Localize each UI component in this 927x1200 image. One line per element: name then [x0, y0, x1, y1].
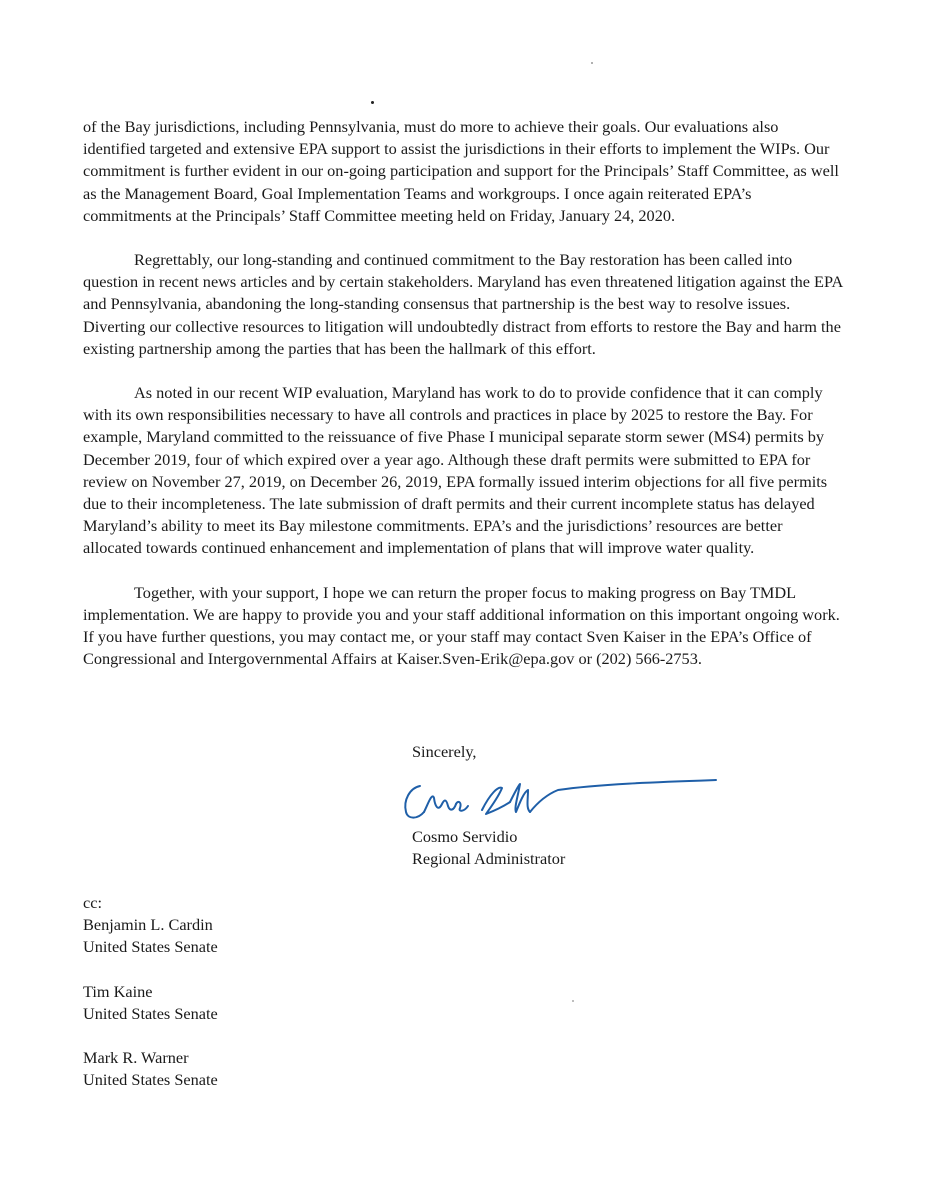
cc-recipient-affiliation: United States Senate	[83, 1070, 218, 1090]
signer-title: Regional Administrator	[412, 849, 566, 869]
body-paragraph-4: Together, with your support, I hope we can return the proper focus to making progress on Bay TMDL implementation. We are happy to provide you and your staff additional information on this important ongoing work. If you have further questions, you may contact me, or your staff may contact Sven Kaiser in the EPA’s Office of Congressional and Intergovernmental Affairs at Kaiser.Sven-Erik@epa.gov or (202) 566-2753.	[83, 582, 840, 669]
cc-recipient-name: Tim Kaine	[83, 981, 153, 1001]
scan-speck	[371, 101, 374, 104]
cc-label: cc:	[83, 893, 102, 912]
handwritten-signature	[398, 772, 718, 826]
body-paragraph-2: Regrettably, our long-standing and continued commitment to the Bay restoration has been called into question in recent news articles and by certain stakeholders. Maryland has even threatened litigation against the EPA and Pennsylvania, abandoning the long-standing consensus that partnership is the best way to resolve issues. Diverting our collective resources to litigation will undoubtedly distract from efforts to restore the Bay and harm the existing partnership among the parties that has been the hallmark of this effort.	[83, 250, 843, 358]
cc-recipient-name: Benjamin L. Cardin	[83, 915, 213, 935]
cc-recipient	[83, 1047, 218, 1091]
cc-recipient-affiliation: United States Senate	[83, 1003, 218, 1023]
cc-recipient	[83, 914, 218, 958]
scan-speck	[572, 1000, 574, 1002]
cc-recipient-name: Mark R. Warner	[83, 1048, 189, 1068]
cc-block	[83, 892, 218, 1113]
body-paragraph-3: As noted in our recent WIP evaluation, Maryland has work to do to provide confidence that it can comply with its own responsibilities necessary to have all controls and practices in place by 2025 to restore the Bay. For example, Maryland committed to the reissuance of five Phase I municipal separate storm sewer (MS4) permits by December 2019, four of which expired over a year ago. Although these draft permits were submitted to EPA for review on November 27, 2019, on December 26, 2019, EPA formally issued interim objections for all five permits due to their incompleteness. The late submission of draft permits and their current incomplete status has delayed Maryland’s ability to meet its Bay milestone commitments. EPA’s and the jurisdictions’ resources are better allocated towards continued enhancement and implementation of plans that will improve water quality.	[83, 383, 828, 558]
closing-salutation: Sincerely,	[412, 742, 477, 761]
cc-recipient	[83, 981, 218, 1025]
body-paragraph-1: of the Bay jurisdictions, including Pennsylvania, must do more to achieve their goals. Our evaluations also identified targeted and extensive EPA support to assist the jurisdictions in their efforts to implement the WIPs. Our commitment is further evident in our on-going participation and support for the Principals’ Staff Committee, as well as the Management Board, Goal Implementation Teams and workgroups. I once again reiterated EPA’s commitments at the Principals’ Staff Committee meeting held on Friday, January 24, 2020.	[83, 117, 839, 225]
letter-body	[83, 116, 843, 692]
scan-speck	[591, 62, 593, 64]
signer-name: Cosmo Servidio	[412, 827, 518, 846]
signer-block	[412, 826, 565, 870]
cc-recipient-affiliation: United States Senate	[83, 937, 218, 957]
